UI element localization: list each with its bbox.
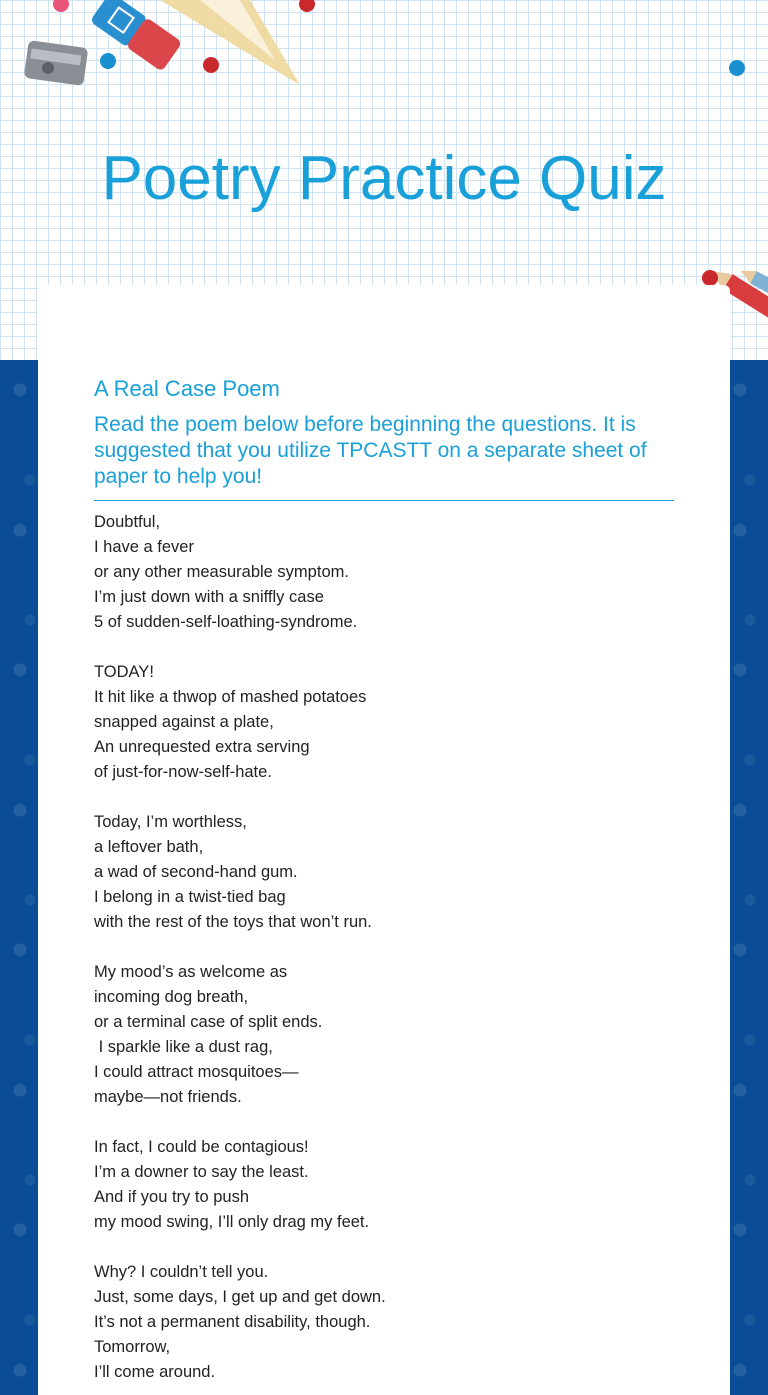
pencil-sharpener-icon [24,40,89,86]
stanza-break [94,1235,674,1260]
poem-line: I sparkle like a dust rag, [94,1038,273,1056]
poem-line: I belong in a twist-tied bag [94,888,286,906]
poem-line: or any other measurable symptom. [94,563,349,581]
decorative-dot [702,270,718,286]
poem-line: Tomorrow, [94,1338,171,1356]
poem-line: It’s not a permanent disability, though. [94,1313,371,1331]
set-square-ruler-icon [160,0,300,85]
poem-line: my mood swing, I’ll only drag my feet. [94,1213,370,1231]
decorative-dot [53,0,69,12]
stanza-break [94,785,674,810]
decorative-dot [299,0,315,12]
poem-line: or a terminal case of split ends. [94,1013,323,1031]
section-title: A Real Case Poem [94,376,280,401]
page-title: Poetry Practice Quiz [101,144,667,213]
poem-line: My mood’s as welcome as [94,963,288,981]
poem-line: incoming dog breath, [94,988,249,1006]
stanza-break [94,635,674,660]
stanza-break [94,935,674,960]
section-divider [94,500,674,501]
poem-line: Just, some days, I get up and get down. [94,1288,386,1306]
stanza-break [94,1110,674,1135]
decorative-dot [729,60,745,76]
poem-text [94,510,674,1385]
poem-line: And if you try to push [94,1188,250,1206]
poem-line: In fact, I could be contagious! [94,1138,309,1156]
poem-line: Doubtful, [94,513,161,531]
poem-line: I have a fever [94,538,194,556]
decorative-dot [203,57,219,73]
poem-line: An unrequested extra serving [94,738,310,756]
decorative-dot [100,53,116,69]
poem-line: Today, I’m worthless, [94,813,247,831]
poem-line: I’m a downer to say the least. [94,1163,309,1181]
poem-line: snapped against a plate, [94,713,274,731]
poem-line: a wad of second-hand gum. [94,863,298,881]
poem-line: TODAY! [94,663,154,681]
poem-line: I’m just down with a sniffly case [94,588,324,606]
poem-line: of just-for-now-self-hate. [94,763,272,781]
poem-line: 5 of sudden-self-loathing-syndrome. [94,613,358,631]
poem-line: with the rest of the toys that won’t run. [94,913,372,931]
poem-line: a leftover bath, [94,838,204,856]
poem-line: I’ll come around. [94,1363,216,1381]
section-instructions: Read the poem below before beginning the questions. It is suggested that you utilize TPCASTT on a separate sheet of paper to help you! [94,413,647,488]
poem-line: It hit like a thwop of mashed potatoes [94,688,367,706]
poem-line: maybe—not friends. [94,1088,242,1106]
poem-line: I could attract mosquitoes— [94,1063,299,1081]
poem-line: Why? I couldn’t tell you. [94,1263,269,1281]
